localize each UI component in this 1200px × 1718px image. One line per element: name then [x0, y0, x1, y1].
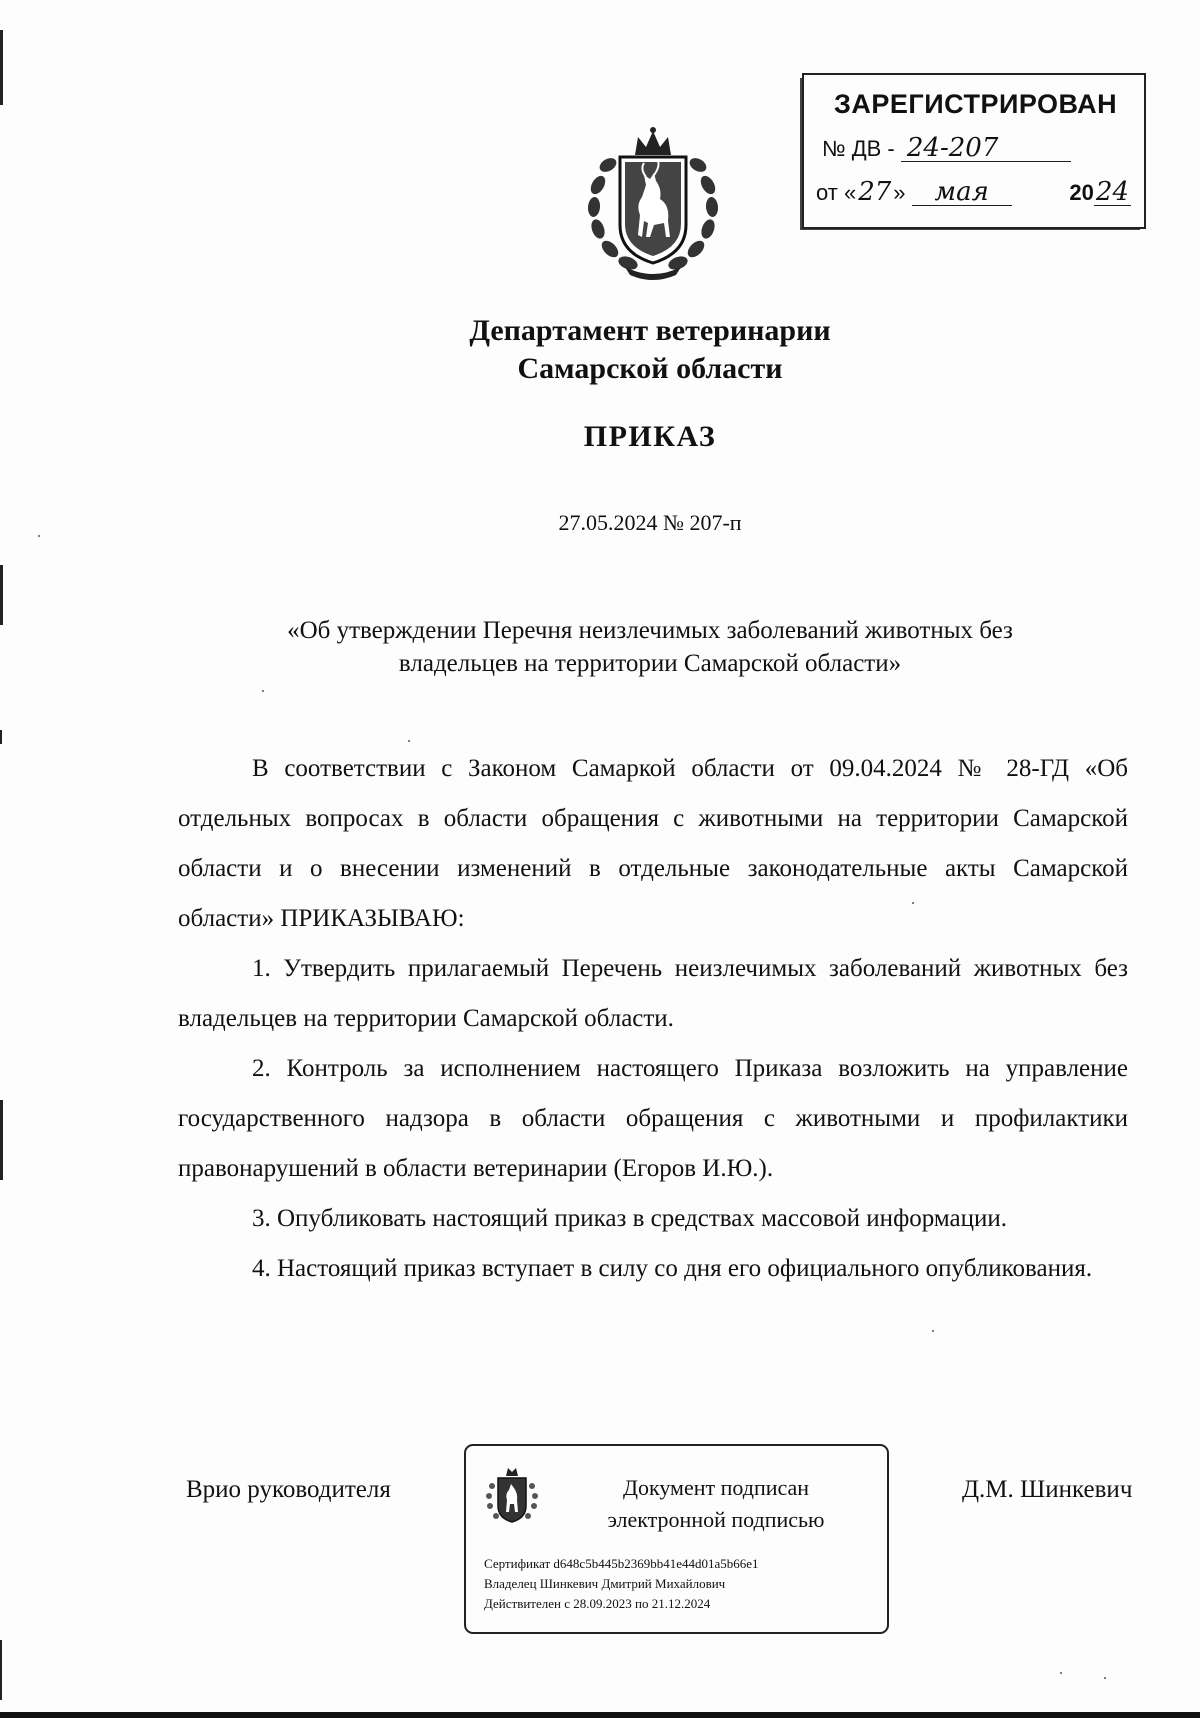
scan-edge-mark — [0, 30, 3, 105]
scan-speck — [1060, 1672, 1062, 1674]
stamp-number-value: 24-207 — [901, 135, 1071, 162]
esig-line-2: электронной подписью — [607, 1507, 825, 1532]
scan-edge-mark — [0, 1640, 2, 1700]
stamp-date-row — [816, 179, 1141, 206]
esig-certificate: Сертификат d648c5b445b2369bb41e44d01a5b66e1 — [484, 1556, 759, 1571]
esig-line-1: Документ подписан — [622, 1475, 810, 1500]
stamp-number-row — [822, 135, 1071, 162]
scan-speck — [38, 535, 40, 537]
order-body — [178, 744, 1128, 1294]
subject-line-2: владельцев на территории Самарской области» — [398, 650, 902, 677]
scan-speck — [932, 1330, 934, 1332]
samara-coat-of-arms-icon — [580, 125, 726, 280]
esig-heading — [576, 1472, 856, 1536]
department-line-2: Самарской области — [517, 352, 783, 385]
order-item-2: 2. Контроль за исполнением настоящего Приказа возложить на управление государственного надзора в области обращения с животными и профилактики правонарушений в области ветеринарии (Егоров И.Ю.). — [178, 1055, 1128, 1182]
order-date-number: 27.05.2024 № 207-п — [558, 510, 742, 535]
order-item-3: 3. Опубликовать настоящий приказ в средствах массовой информации. — [252, 1205, 1008, 1232]
electronic-signature-box — [464, 1444, 889, 1634]
esig-validity: Действителен с 28.09.2023 по 21.12.2024 — [484, 1596, 711, 1611]
order-subject — [180, 614, 1120, 680]
scan-speck — [1104, 1677, 1106, 1679]
scan-edge-mark — [0, 730, 2, 744]
stamp-date-mid: » — [893, 180, 906, 205]
department-line-1: Департамент ветеринарии — [469, 314, 831, 347]
order-item-4: 4. Настоящий приказ вступает в силу со дня его официального опубликования. — [252, 1255, 1093, 1282]
stamp-year-value: 24 — [1095, 177, 1129, 207]
stamp-date-month: мая — [912, 179, 1012, 206]
scan-speck — [408, 740, 410, 742]
stamp-title: ЗАРЕГИСТРИРОВАН — [834, 89, 1118, 119]
stamp-date-prefix: от « — [816, 180, 857, 205]
order-item-1: 1. Утвердить прилагаемый Перечень неизлечимых заболеваний животных без владельцев на территории Самарской области. — [178, 955, 1128, 1032]
esig-details — [484, 1554, 759, 1614]
scan-bottom-edge — [0, 1712, 1200, 1718]
stamp-year-prefix: 20 — [1069, 180, 1094, 205]
esig-owner: Владелец Шинкевич Дмитрий Михайлович — [484, 1576, 726, 1591]
scan-speck — [262, 690, 264, 692]
signatory-role: Врио руководителя — [186, 1476, 391, 1503]
signatory-name: Д.М. Шинкевич — [962, 1476, 1133, 1503]
stamp-number-label: № ДВ - — [822, 136, 895, 161]
coat-of-arms-icon — [484, 1466, 540, 1526]
scan-edge-mark — [0, 1100, 3, 1180]
registration-stamp — [802, 73, 1146, 229]
order-preamble: В соответствии с Законом Самаркой области от 09.04.2024 № 28-ГД «Об отдельных вопросах в области обращения с животными на территории Самарской области и о внесении изменений в отдельные законодательные акты Самарской области» ПРИКАЗЫВАЮ: — [178, 755, 1128, 932]
stamp-year — [1069, 179, 1131, 206]
stamp-date-day: 27 — [858, 177, 892, 207]
department-name — [350, 312, 950, 388]
subject-line-1: «Об утверждении Перечня неизлечимых заболеваний животных без — [287, 617, 1013, 644]
scan-edge-mark — [0, 565, 3, 625]
document-type: ПРИКАЗ — [583, 420, 717, 453]
